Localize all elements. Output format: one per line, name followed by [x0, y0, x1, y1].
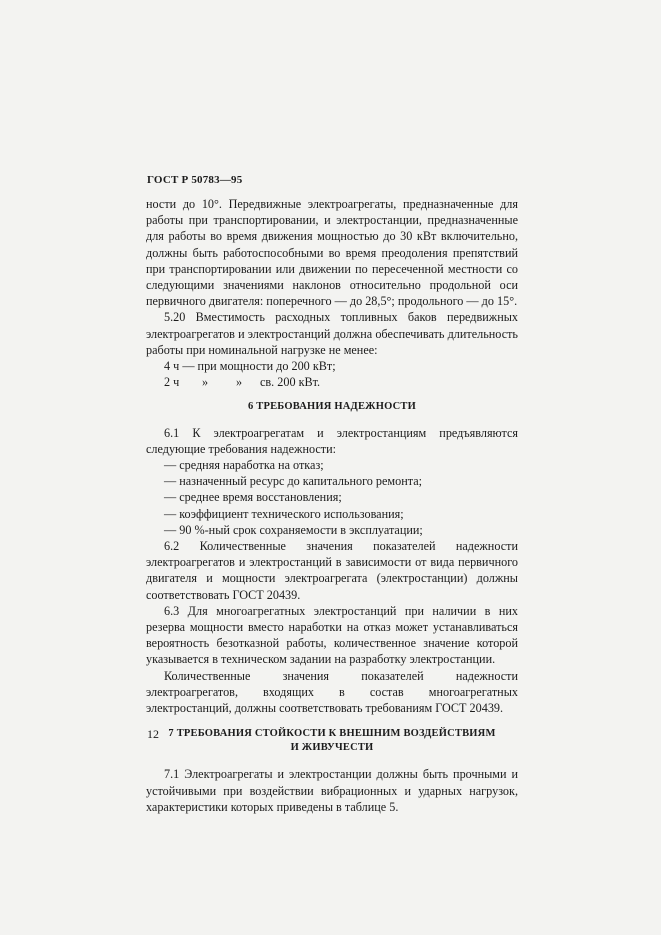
fuel-item-2-ditto-1: » [202, 375, 209, 390]
list-item: — назначенный ресурс до капитального ремонта; [164, 474, 423, 489]
paragraph-6-2: 6.2 Количественные значения показателей надежности электроагрегатов и электростанций в зависимости от вида первичного двигателя и мощности электроагрегата (электростанции) должны соответствовать ГОСТ 20439. [146, 539, 518, 602]
fuel-item-2-power: св. 200 кВт. [260, 375, 321, 390]
paragraph-6-3: 6.3 Для многоагрегатных электростанций при наличии в них резерва мощности вместо наработки на отказ может устанавливаться вероятность безотказной работы, количественное значение которой указывается в техническом задании на разработку электростанции. [146, 603, 518, 667]
paragraph-5-20: 5.20 Вместимость расходных топливных баков передвижных электроагрегатов и электростанций должна обеспечивать длительность работы при номинальной нагрузке не менее: [146, 310, 518, 357]
paragraph-continued: ности до 10°. Передвижные электроагрегаты, предназначенные для работы при транспортировании, и электростанции, предназначенные для работы во время движения мощностью до 30 кВт включительно, должны быть работоспособными во время преодоления препятствий при транспортировании или движении по пересеченной местности со следующими значениями наклонов относительно продольной оси первичного двигателя: поперечного — до 28,5°; продольного — до 15°. [146, 197, 518, 309]
list-item: — коэффициент технического использования; [164, 506, 404, 521]
section-7-heading-line-1: 7 ТРЕБОВАНИЯ СТОЙКОСТИ К ВНЕШНИМ ВОЗДЕЙСТВИЯМ [168, 728, 496, 740]
paragraph-7-1: 7.1 Электроагрегаты и электростанции должны быть прочными и устойчивыми при воздействии вибрационных и ударных нагрузок, характеристики которых приведены в таблице 5. [146, 767, 518, 814]
list-item: — среднее время восстановления; [164, 490, 342, 505]
standard-header: ГОСТ Р 50783—95 [147, 174, 243, 186]
list-item: — средняя наработка на отказ; [164, 458, 324, 473]
paragraph-6-3-continued: Количественные значения показателей надежности электроагрегатов, входящих в состав многоагрегатных электростанций, должны соответствовать требованиям ГОСТ 20439. [146, 668, 518, 716]
list-item: — 90 %-ный срок сохраняемости в эксплуатации; [164, 522, 423, 537]
section-7-heading [146, 716, 518, 766]
page-body [146, 196, 518, 815]
section-7-heading-line-2: И ЖИВУЧЕСТИ [290, 741, 374, 753]
page-number: 12 [147, 727, 159, 741]
fuel-item-2-hours: 2 ч [164, 375, 180, 390]
fuel-item-1: 4 ч — при мощности до 200 кВт; [164, 359, 336, 374]
section-6-heading: 6 ТРЕБОВАНИЯ НАДЕЖНОСТИ [248, 401, 416, 413]
fuel-item-2 [146, 374, 518, 390]
paragraph-6-1: 6.1 К электроагрегатам и электростанциям предъявляются следующие требования надежности: [146, 425, 518, 456]
fuel-item-2-ditto-2: » [236, 375, 243, 390]
